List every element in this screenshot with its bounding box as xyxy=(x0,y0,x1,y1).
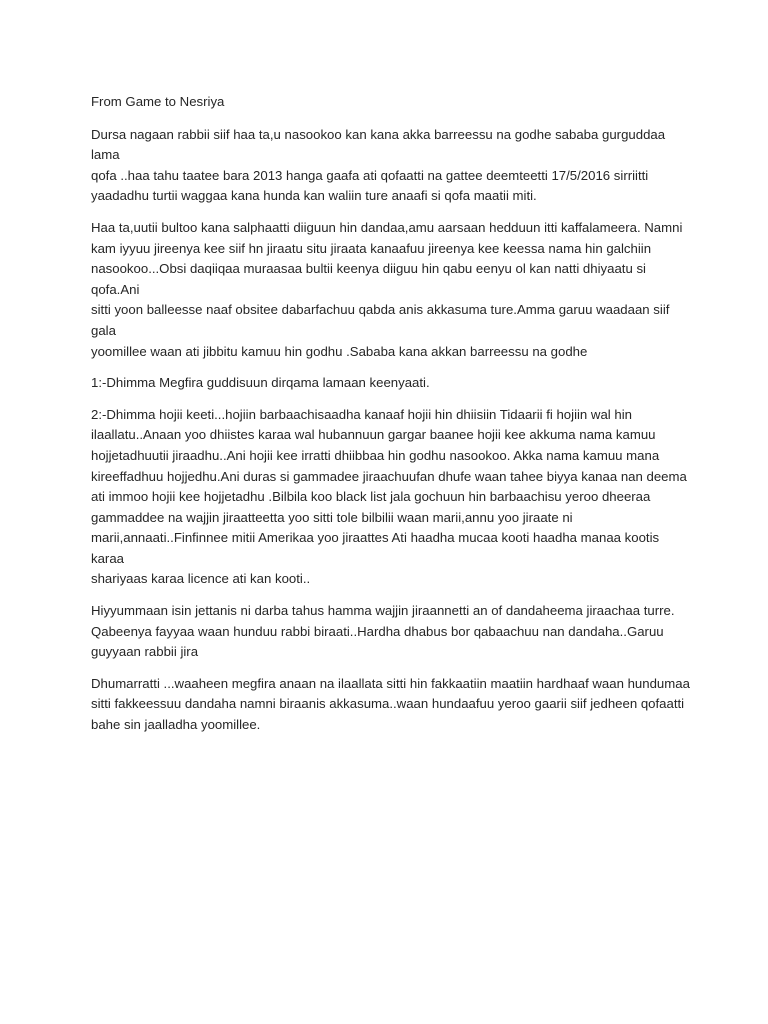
paragraph-2 xyxy=(91,218,691,362)
text-line: gammaddee na wajjin jiraatteetta yoo sitti tole bilbilii waan marii,annu yoo jiraate ni xyxy=(91,509,573,525)
text-line: nasookoo...Obsi daqiiqaa muraasaa bultii keenya diiguu hin qabu eenyu ol kan natti dhiyaatu si qofa.Ani xyxy=(91,261,646,297)
text-line: yoomillee waan ati jibbitu kamuu hin godhu .Sababa kana akkan barreessu na godhe xyxy=(91,343,588,359)
text-line: marii,annaati..Finfinnee mitii Amerikaa yoo jiraattes Ati haadha mucaa kooti haadha manaa kootis karaa xyxy=(91,530,660,566)
paragraph-6 xyxy=(91,674,691,736)
text-line: Dhumarratti ...waaheen megfira anaan na ilaallata sitti hin fakkaatiin maatiin hardhaaf waan hundumaa xyxy=(91,675,690,691)
text-line: 2:-Dhimma hojii keeti...hojiin barbaachisaadha kanaaf hojii hin dhiisiin Tidaarii fi hojiin wal hin xyxy=(91,406,632,422)
text-line: Qabeenya fayyaa waan hunduu rabbi biraati..Hardha dhabus bor qabaachuu nan dandaha..Garuu xyxy=(91,623,664,639)
text-line: ati immoo hojii kee hojjetadhu .Bilbila koo black list jala gochuun hin barbaachisu yeroo dheeraa xyxy=(91,489,651,505)
text-line: yaadadhu turtii waggaa kana hunda kan waliin ture anaafi si qofa maatii miti. xyxy=(91,188,537,204)
text-line: guyyaan rabbii jira xyxy=(91,644,199,660)
text-line: sitti fakkeessuu dandaha namni biraanis akkasuma..waan hundaafuu yeroo gaarii siif jedheen qofaatti xyxy=(91,696,685,712)
text-line: bahe sin jaalladha yoomillee. xyxy=(91,717,261,733)
paragraph-4 xyxy=(91,405,691,590)
text-line: 1:-Dhimma Megfira guddisuun dirqama lamaan keenyaati. xyxy=(91,375,430,391)
text-line: kireeffadhuu hojjedhu.Ani duras si gammadee jiraachuufan dhufe waan tahee biyya kanaa nan deema xyxy=(91,468,687,484)
document-title: From Game to Nesriya xyxy=(91,94,225,109)
text-line: kam iyyuu jireenya kee siif hn jiraatu situ jiraata kanaafuu jireenya kee keessa nama hin galchiin xyxy=(91,240,652,256)
document-body xyxy=(91,92,691,747)
text-line: sitti yoon balleesse naaf obsitee dabarfachuu qabda anis akkasuma ture.Amma garuu waadaan siif gala xyxy=(91,302,670,338)
paragraph-5 xyxy=(91,601,691,663)
paragraph-3 xyxy=(91,373,691,394)
text-line: Hiyyummaan isin jettanis ni darba tahus hamma wajjin jiraannetti an of dandaheema jiraachaa turre. xyxy=(91,603,675,619)
text-line: Dursa nagaan rabbii siif haa ta,u nasookoo kan kana akka barreessu na godhe sababa gurguddaa lama xyxy=(91,126,666,163)
paragraph-1 xyxy=(91,125,691,207)
text-line: ilaallatu..Anaan yoo dhiistes karaa wal hubannuun gargar baanee hojii kee akkuma nama kamuu xyxy=(91,427,656,443)
text-line: Haa ta,uutii bultoo kana salphaatti diiguun hin dandaa,amu aarsaan hedduun itti kaffalameera. Namni xyxy=(91,219,683,235)
text-line: hojjetadhuutii jiraadhu..Ani hojii kee irratti dhiibbaa hin godhu nasookoo. Akka nama kamuu mana xyxy=(91,447,660,463)
text-line: qofa ..haa tahu taatee bara 2013 hanga gaafa ati qofaatti na gattee deemteetti 17/5/2016 sirriitti xyxy=(91,167,649,183)
text-line: shariyaas karaa licence ati kan kooti.. xyxy=(91,571,311,587)
